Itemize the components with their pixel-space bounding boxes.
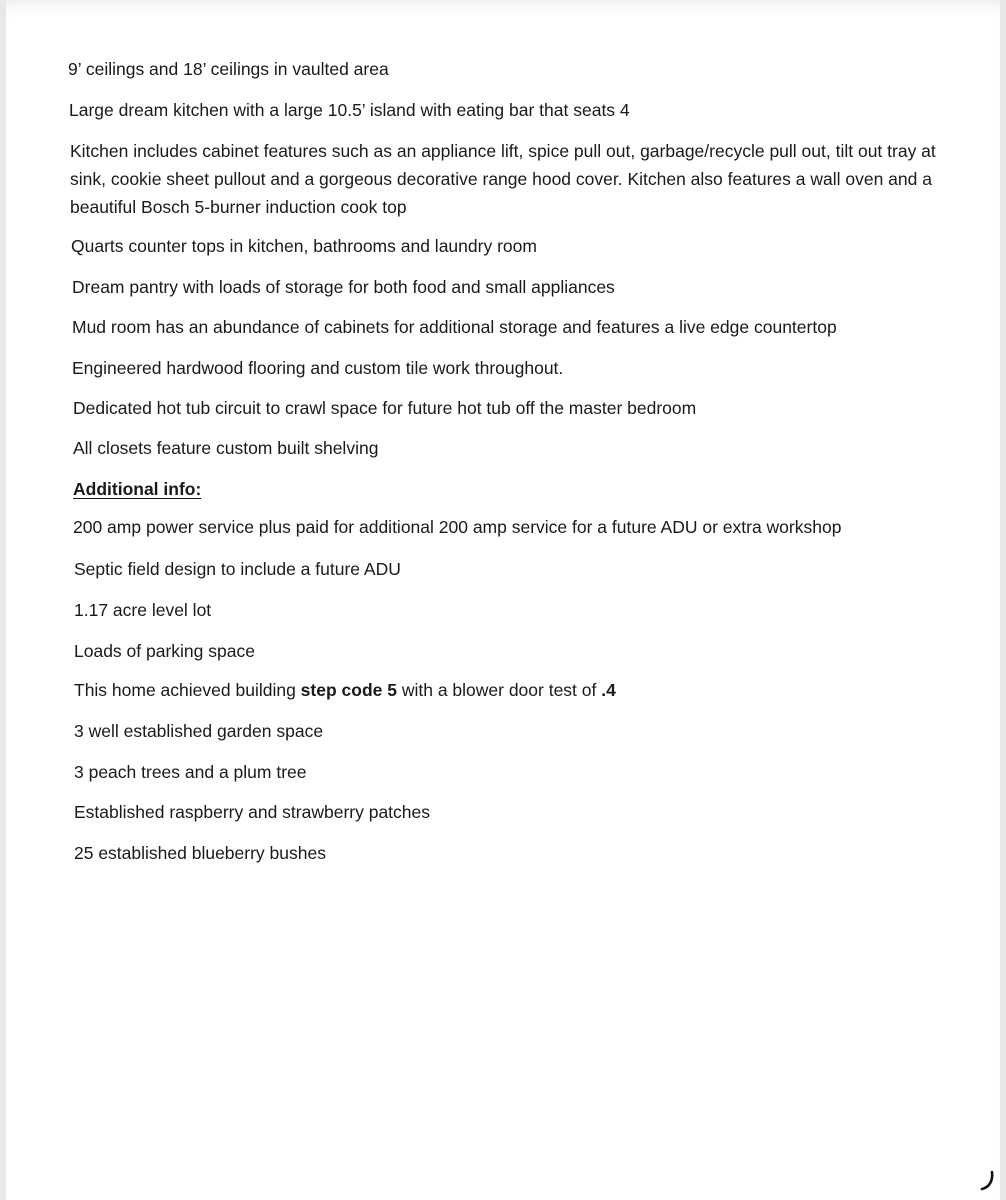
step-code-bold: step code 5 <box>300 680 397 700</box>
additional-berry-patches: Established raspberry and strawberry patches <box>74 802 431 822</box>
additional-parking: Loads of parking space <box>74 641 255 661</box>
feature-closets: All closets feature custom built shelving <box>73 438 379 458</box>
additional-fruit-trees: 3 peach trees and a plum tree <box>74 762 307 782</box>
additional-step-code <box>74 677 616 703</box>
step-code-prefix: This home achieved building <box>74 680 301 700</box>
additional-garden: 3 well established garden space <box>74 721 324 741</box>
feature-kitchen-island: Large dream kitchen with a large 10.5’ island with eating bar that seats 4 <box>69 100 630 120</box>
feature-mud-room: Mud room has an abundance of cabinets for additional storage and features a live edge countertop <box>72 317 837 337</box>
additional-lot-size: 1.17 acre level lot <box>74 600 212 620</box>
feature-flooring: Engineered hardwood flooring and custom tile work throughout. <box>72 358 564 378</box>
step-code-value: .4 <box>601 680 616 700</box>
additional-blueberries: 25 established blueberry bushes <box>74 843 326 863</box>
additional-info-heading: Additional info: <box>73 479 202 499</box>
step-code-middle: with a blower door test of <box>396 680 602 700</box>
feature-counter-tops: Quarts counter tops in kitchen, bathrooms and laundry room <box>71 236 537 256</box>
feature-ceilings: 9’ ceilings and 18’ ceilings in vaulted area <box>68 59 389 79</box>
page-curl-icon <box>978 1170 996 1192</box>
feature-hot-tub: Dedicated hot tub circuit to crawl space for future hot tub off the master bedroom <box>73 398 697 418</box>
additional-power-service: 200 amp power service plus paid for additional 200 amp service for a future ADU or extra workshop <box>73 517 842 537</box>
additional-septic: Septic field design to include a future ADU <box>74 559 401 579</box>
feature-pantry: Dream pantry with loads of storage for both food and small appliances <box>72 277 615 297</box>
feature-kitchen-cabinets: Kitchen includes cabinet features such as an appliance lift, spice pull out, garbage/recycle pull out, tilt out tray at sink, cookie sheet pullout and a gorgeous decorative range hood cover. Kitchen also features a wall oven and a beautiful Bosch 5-burner induction cook top <box>70 141 936 217</box>
document-page <box>6 0 1000 1200</box>
